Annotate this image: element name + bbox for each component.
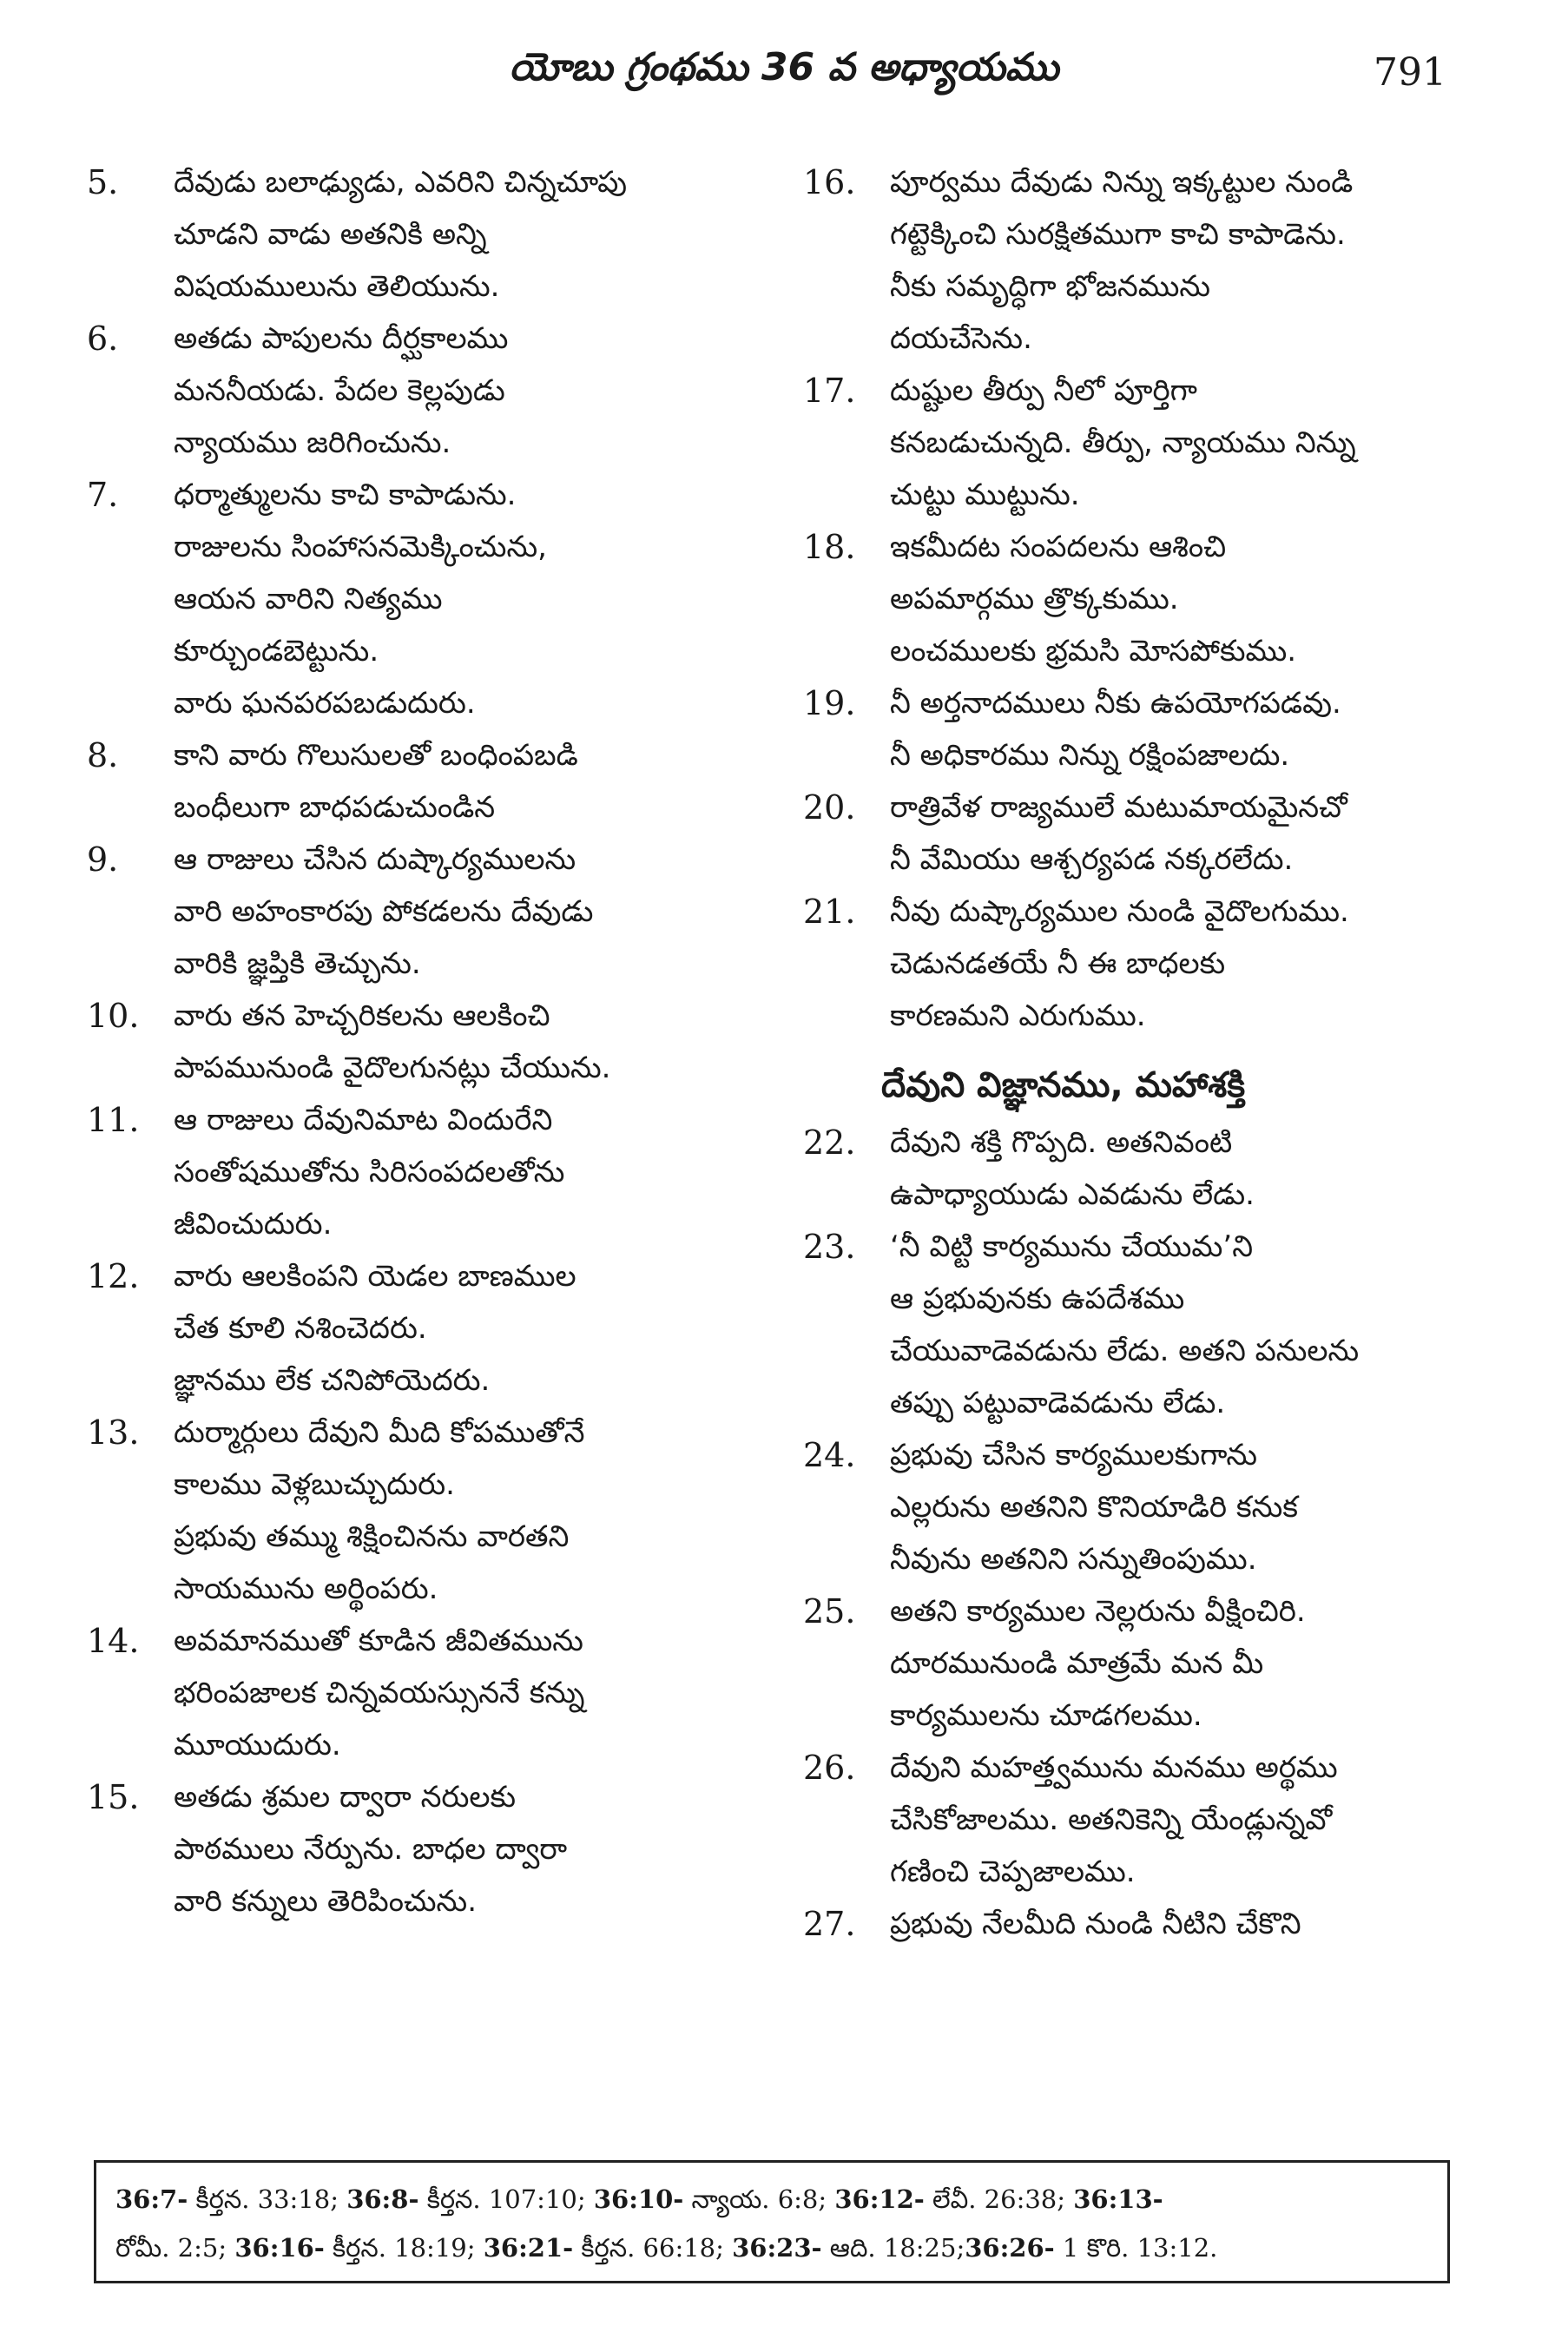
verse xyxy=(87,1094,781,1250)
right-column-verses-top xyxy=(803,156,1498,1042)
verse-number: 27. xyxy=(803,1905,856,1943)
verse-text xyxy=(174,1615,781,1771)
verse-text xyxy=(174,1250,781,1407)
verse-line: అతని కార్యముల నెల్లరును వీక్షించిరి. xyxy=(890,1594,1306,1629)
verse-line: కాని వారు గొలుసులతో బంధింపబడి xyxy=(174,738,578,773)
verse-number: 7. xyxy=(87,476,119,514)
verse-line: ప్రభువు తమ్ము శిక్షించినను వారతని xyxy=(174,1519,570,1554)
footnote-box xyxy=(94,2160,1450,2283)
verse-line: ధర్మాత్ములను కాచి కాపాడును. xyxy=(174,478,517,512)
verse-line: పాపమునుండి వైదొలగునట్లు చేయును. xyxy=(174,1051,611,1085)
footnote-text: కీర్తన. 66:18; xyxy=(573,2233,733,2263)
verse-line: ఇకమీదట సంపదలను ఆశించి xyxy=(890,530,1227,564)
left-column xyxy=(87,156,781,1927)
footnote-text: న్యాయ. 6:8; xyxy=(683,2184,835,2214)
verse-text xyxy=(174,1094,781,1250)
verse-number: 6. xyxy=(87,320,119,358)
footnote-ref: 36:16- xyxy=(234,2233,325,2263)
verse-line: బంధీలుగా బాధపడుచుండిన xyxy=(174,790,496,825)
verse-text xyxy=(890,1898,1498,1950)
verse xyxy=(803,1742,1498,1898)
verse-number: 21. xyxy=(803,893,856,931)
verse-line: నీ అర్తనాదములు నీకు ఉపయోగపడవు. xyxy=(890,686,1341,721)
verse-number: 11. xyxy=(87,1101,140,1139)
page-number: 791 xyxy=(1374,50,1446,95)
verse-line: దయచేసెను. xyxy=(890,321,1032,356)
footnote-line xyxy=(115,2224,1428,2272)
verse-number: 17. xyxy=(803,372,856,410)
verse-line: గణించి చెప్పజాలము. xyxy=(890,1855,1136,1889)
verse-line: పాఠములు నేర్పును. బాధల ద్వారా xyxy=(174,1832,568,1867)
verse-number: 24. xyxy=(803,1436,856,1474)
footnote-ref: 36:26- xyxy=(965,2233,1055,2263)
verse-line: మననీయడు. పేదల కెల్లపుడు xyxy=(174,373,505,408)
verse-text xyxy=(890,886,1498,1042)
verse xyxy=(803,1221,1498,1429)
verse-number: 9. xyxy=(87,840,119,879)
verse-line: అతడు పాపులను దీర్ఘకాలము xyxy=(174,321,509,356)
verse-line: సంతోషముతోను సిరిసంపదలతోను xyxy=(174,1155,565,1189)
verse-line: ఎల్లరును అతనిని కొనియాడిరి కనుక xyxy=(890,1490,1299,1525)
verse xyxy=(87,1250,781,1407)
footnote-text: రోమీ. 2:5; xyxy=(115,2233,235,2263)
verse-line: నీ అధికారము నిన్ను రక్షింపజాలదు. xyxy=(890,738,1290,773)
verse xyxy=(803,156,1498,365)
verse xyxy=(87,313,781,469)
verse xyxy=(803,365,1498,521)
verse-line: వారు ఘనపరపబడుదురు. xyxy=(174,686,476,721)
verse-text xyxy=(890,365,1498,521)
footnote-text: కీర్తన. 18:19; xyxy=(324,2233,484,2263)
verse-line: వారి అహంకారపు పోకడలను దేవుడు xyxy=(174,894,594,929)
verse-text xyxy=(174,1771,781,1927)
verse-line: మూయుదురు. xyxy=(174,1728,341,1762)
verse-text xyxy=(890,1429,1498,1585)
footnote-ref: 36:12- xyxy=(834,2184,925,2214)
verse-text xyxy=(890,781,1498,886)
verse xyxy=(803,521,1498,677)
verse-number: 12. xyxy=(87,1257,140,1295)
verse-line: పూర్వము దేవుడు నిన్ను ఇక్కట్టుల నుండి xyxy=(890,165,1354,200)
verse-line: కనబడుచున్నది. తీర్పు, న్యాయము నిన్ను xyxy=(890,425,1356,460)
verse-line: వారు ఆలకింపని యెడల బాణముల xyxy=(174,1259,576,1294)
page-title: యోబు గ్రంథము 36 వ అధ్యాయము xyxy=(509,45,1059,89)
verse-line: అపమార్గము త్రొక్కకుము. xyxy=(890,582,1179,616)
verse-line: భరింపజాలక చిన్నవయస్సుననే కన్ను xyxy=(174,1676,585,1710)
verse-text xyxy=(174,156,781,313)
footnote-line xyxy=(115,2175,1428,2224)
footnote-ref: 36:23- xyxy=(732,2233,822,2263)
footnote-ref: 36:13- xyxy=(1073,2184,1163,2214)
verse-number: 8. xyxy=(87,736,119,774)
verse-text xyxy=(890,521,1498,677)
verse-line: దుర్మార్గులు దేవుని మీది కోపముతోనే xyxy=(174,1415,585,1450)
verse xyxy=(87,1771,781,1927)
verse xyxy=(803,781,1498,886)
footnote-ref: 36:10- xyxy=(593,2184,684,2214)
verse xyxy=(87,156,781,313)
verse-line: ఆ ప్రభువునకు ఉపదేశము xyxy=(890,1281,1185,1316)
verse-text xyxy=(890,1585,1498,1742)
verse-text xyxy=(174,313,781,469)
verse-number: 13. xyxy=(87,1413,140,1452)
verse-text xyxy=(174,729,781,833)
footnote-text: లేవీ. 26:38; xyxy=(924,2184,1074,2214)
footnote-text: కీర్తన. 33:18; xyxy=(188,2184,347,2214)
verse-line: ఉపాధ్యాయుడు ఎవడును లేడు. xyxy=(890,1177,1255,1212)
verse-text xyxy=(174,469,781,729)
verse xyxy=(803,1898,1498,1950)
verse-text xyxy=(174,990,781,1094)
verse xyxy=(803,1429,1498,1585)
footnote-ref: 36:21- xyxy=(483,2233,574,2263)
verse-line: దేవుడు బలాఢ్యుడు, ఎవరిని చిన్నచూపు xyxy=(174,165,628,200)
verse-line: విషయములును తెలియును. xyxy=(174,269,500,304)
verse-line: రాజులను సింహాసనమెక్కించును, xyxy=(174,530,547,564)
verse-text xyxy=(890,677,1498,781)
verse-number: 22. xyxy=(803,1123,856,1162)
verse-line: చుట్టు ముట్టును. xyxy=(890,478,1080,512)
verse-number: 26. xyxy=(803,1749,856,1787)
verse-number: 16. xyxy=(803,163,856,201)
verse-line: కార్యములను చూడగలము. xyxy=(890,1698,1202,1733)
verse-line: రాత్రివేళ రాజ్యములే మటుమాయమైనచో xyxy=(890,790,1347,825)
verse xyxy=(87,469,781,729)
verse-line: వారి కన్నులు తెరిపించును. xyxy=(174,1884,477,1919)
verse xyxy=(87,1407,781,1615)
verse-line: న్యాయము జరిగించును. xyxy=(174,425,451,460)
verse-line: వారు తన హెచ్చరికలను ఆలకించి xyxy=(174,998,550,1033)
verse-line: అవమానముతో కూడిన జీవితమును xyxy=(174,1624,583,1658)
footnote-text: ఆది. 18:25; xyxy=(821,2233,965,2263)
verse-number: 18. xyxy=(803,528,856,566)
verse-number: 20. xyxy=(803,788,856,827)
verse-line: కారణమని ఎరుగుము. xyxy=(890,998,1146,1033)
footnote-text: 1 కొరి. 13:12. xyxy=(1054,2233,1218,2263)
verse-line: చేత కూలి నశించెదరు. xyxy=(174,1311,427,1346)
verse-line: కాలము వెళ్లబుచ్చుదురు. xyxy=(174,1467,455,1502)
verse-text xyxy=(890,1221,1498,1429)
verse-line: వారికి జ్ఞప్తికి తెచ్చును. xyxy=(174,946,421,981)
verse-line: దేవుని మహత్త్వమును మనము అర్థము xyxy=(890,1750,1338,1785)
verse-line: ‘నీ విట్టి కార్యమును చేయుమ’ని xyxy=(890,1229,1254,1264)
verse-line: దేవుని శక్తి గొప్పది. అతనివంటి xyxy=(890,1125,1233,1160)
right-column-verses-bottom xyxy=(803,1117,1498,1950)
verse-line: ఆ రాజులు చేసిన దుష్కార్యములను xyxy=(174,842,576,877)
verse-line: నీ వేమియు ఆశ్చర్యపడ నక్కరలేదు. xyxy=(890,842,1294,877)
verse-line: లంచములకు భ్రమసి మోసపోకుము. xyxy=(890,634,1297,669)
verse-line: ప్రభువు చేసిన కార్యములకుగాను xyxy=(890,1438,1258,1472)
verse-line: ప్రభువు నేలమీది నుండి నీటిని చేకొని xyxy=(890,1907,1301,1941)
verse-line: నీకు సమృద్ధిగా భోజనమును xyxy=(890,269,1211,304)
verse-line: చెడునడతయే నీ ఈ బాధలకు xyxy=(890,946,1226,981)
verse-number: 23. xyxy=(803,1228,856,1266)
verse xyxy=(803,677,1498,781)
verse xyxy=(87,1615,781,1771)
verse-line: కూర్చుండబెట్టును. xyxy=(174,634,379,669)
verse-line: గట్టెక్కించి సురక్షితముగా కాచి కాపాడెను. xyxy=(890,217,1346,252)
verse-line: నీవు దుష్కార్యముల నుండి వైదొలగుము. xyxy=(890,894,1349,929)
verse-line: జీవించుదురు. xyxy=(174,1207,333,1242)
footnote-ref: 36:7- xyxy=(115,2184,188,2214)
verse-line: దుష్టుల తీర్పు నీలో పూర్తిగా xyxy=(890,373,1197,408)
verse-line: అతడు శ్రమల ద్వారా నరులకు xyxy=(174,1780,516,1815)
verse-line: చేయువాడెవడును లేడు. అతని పనులను xyxy=(890,1334,1360,1368)
verse-text xyxy=(890,1742,1498,1898)
verse-line: చేసికోజాలము. అతనికెన్ని యేండ్లున్నవో xyxy=(890,1802,1333,1837)
verse-line: తప్పు పట్టువాడెవడును లేడు. xyxy=(890,1386,1226,1420)
verse-number: 10. xyxy=(87,997,140,1035)
right-column xyxy=(803,156,1498,1950)
verse xyxy=(87,729,781,833)
verse-number: 14. xyxy=(87,1622,140,1660)
verse-text xyxy=(174,833,781,990)
verse-number: 25. xyxy=(803,1592,856,1631)
verse xyxy=(803,886,1498,1042)
section-heading: దేవుని విజ్ఞానము, మహాశక్తి xyxy=(881,1065,1246,1105)
footnote-ref: 36:8- xyxy=(346,2184,419,2214)
verse xyxy=(87,990,781,1094)
verse xyxy=(87,833,781,990)
verse-line: చూడని వాడు అతనికి అన్ని xyxy=(174,217,487,252)
verse xyxy=(803,1117,1498,1221)
verse-text xyxy=(174,1407,781,1615)
verse-line: ఆయన వారిని నిత్యము xyxy=(174,582,443,616)
verse-line: దూరమునుండి మాత్రమే మన మీ xyxy=(890,1646,1264,1681)
verse-text xyxy=(890,1117,1498,1221)
verse-line: సాయమును అర్థింపరు. xyxy=(174,1571,438,1606)
verse-number: 15. xyxy=(87,1778,140,1816)
verse-number: 19. xyxy=(803,684,856,722)
verse-line: నీవును అతనిని సన్నుతింపుము. xyxy=(890,1542,1257,1577)
verse-text xyxy=(890,156,1498,365)
footnote-text: కీర్తన. 107:10; xyxy=(418,2184,594,2214)
verse-line: ఆ రాజులు దేవునిమాట విందురేని xyxy=(174,1103,553,1137)
verse xyxy=(803,1585,1498,1742)
verse-number: 5. xyxy=(87,163,119,201)
verse-line: జ్ఞానము లేక చనిపోయెదరు. xyxy=(174,1363,491,1398)
